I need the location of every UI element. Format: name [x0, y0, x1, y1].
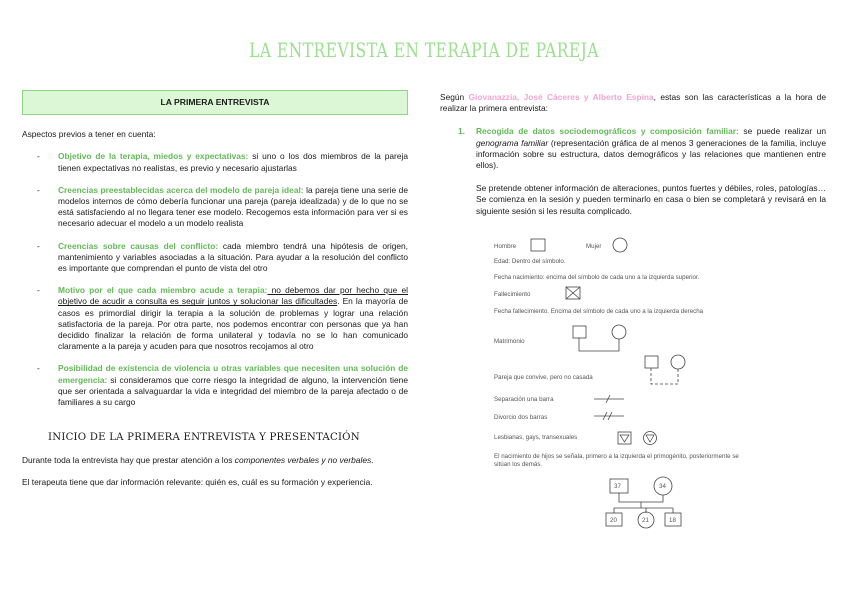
label-fallecimiento: Fallecimiento [494, 291, 531, 298]
authors: Giovanazzia, José Cáceres y Alberto Espina [468, 92, 654, 102]
marriage-circle [612, 325, 626, 339]
section-heading-inicio: INICIO DE LA PRIMERA ENTREVISTA Y PRESENTACIÓN [48, 432, 360, 444]
label-mujer: Mujer [586, 243, 602, 250]
bullet-dash: - [37, 184, 40, 195]
item-number: 1. [458, 126, 465, 137]
label-lesbianas: Lesbianas, gays, transexuales [494, 434, 578, 441]
item-emphasis: genograma familiar [476, 137, 549, 148]
bullet-heading: Creencias preestablecidas acerca del modelo de pareja ideal: [58, 184, 304, 195]
right-intro [440, 92, 826, 114]
bullet-heading: Motivo por el que cada miembro acude a terapia: [58, 285, 268, 296]
label-separacion: Separación una barra [494, 396, 554, 403]
list-item [22, 241, 408, 275]
bullet-underlined-text: no debemos dar por hecho que el objetivo de acudir a consulta es seguir juntos y solucionar las dificultades [58, 285, 408, 307]
age-37: 37 [614, 483, 621, 490]
marriage-line [579, 338, 619, 351]
male-square [531, 239, 545, 251]
list-item [440, 126, 826, 171]
bullet-text: si consideramos que corre riesgo la integridad de alguno, la intervención tiene que ser orientada a salvaguardar la vida e integridad del miembro de la pareja afectado o de familiares a su cargo [58, 374, 408, 408]
list-item [22, 285, 408, 352]
bullet-heading: Posibilidad de existencia de violencia u otras variables que necesiten una solución de emergencia: [58, 363, 408, 385]
label-hombre: Hombre [494, 243, 517, 250]
item-text: (representación gráfica de al menos 3 generaciones de la familia, incluye información sobre su estructura, datos demográficos y las relaciones que mantienen entre ellos). [476, 137, 826, 171]
section-heading-primera-entrevista: LA PRIMERA ENTREVISTA [22, 90, 408, 115]
list-item [22, 151, 408, 173]
paragraph-text: , estas son las características a la hora de realizar la primera entrevista: [440, 92, 827, 114]
paragraph-text: . [371, 455, 374, 466]
numbered-list [440, 126, 826, 171]
aspects-list [22, 151, 408, 408]
list-item [22, 363, 408, 408]
intro-text: Aspectos previos a tener en cuenta: [22, 129, 156, 140]
female-circle [613, 238, 627, 252]
age-21: 21 [642, 517, 649, 524]
bullet-text: cada miembro tendrá una hipótesis de origen, mantenimiento y variables asociadas a la situación. Para ayudar a la resolución del conflicto es importante que comprendan el punto de vista del otro [58, 240, 408, 274]
bullet-text: si uno o los dos miembros de la pareja tienen expectativas no realistas, es previo y necesario ajustarlas [58, 151, 408, 173]
label-nacimiento: Fecha nacimiento: encima del símbolo de cada uno a la izquierda superior. [494, 274, 700, 281]
label-hijos: El nacimiento de hijos se señala, primero a la izquierda el primogénito, posteriormente se sitúan los demás. [494, 453, 739, 468]
paragraph-text: Según [440, 92, 469, 102]
bullet-dash: - [37, 285, 40, 296]
bullet-heading: Objetivo de la terapia, miedos y expectativas: [58, 151, 249, 162]
bullet-text: . En la mayoría de casos es primordial dirigir la terapia a la solución de problemas y lograr una relación satisfactoria de la pareja. Por otra parte, nos podemos encontrar con personas que ya han decidido finalizar la relación de forma unilateral y todavía no se lo han comunicado claramente a la pareja y acuden para que nosotros recojamos al otro [58, 296, 408, 352]
list-item [22, 185, 408, 230]
label-convive: Pareja que convive, pero no casada [494, 374, 593, 381]
paragraph-text: Durante toda la entrevista hay que prestar atención a los [22, 455, 235, 466]
label-edad: Edad: Dentro del símbolo. [494, 258, 566, 265]
cohabit-line [651, 368, 678, 384]
bullet-text: la pareja tiene una serie de modelos internos de cómo debería funcionar una pareja (pareja idealizada) y de lo que no se está satisfaciendo al no llegara tener ese modelo. Recogemos esta información para ver si es necesario adecuar el modelo a un modelo realista [58, 184, 408, 229]
left-column [22, 90, 408, 498]
item-heading: Recogida de datos sociodemográficos y composición familiar: [476, 126, 739, 137]
age-20: 20 [610, 517, 617, 524]
paragraph-components [22, 455, 408, 466]
genogram-legend [490, 234, 780, 534]
label-divorcio: Divorcio dos barras [494, 414, 548, 421]
bullet-heading: Creencias sobre causas del conflicto: [58, 240, 219, 251]
item-text: se puede realizar un [738, 126, 826, 137]
paragraph-therapist: El terapeuta tiene que dar información relevante: quién es, cuál es su formación y experiencia. [22, 476, 373, 487]
label-matrimonio: Matrimonio [494, 338, 525, 345]
bullet-dash: - [37, 363, 40, 374]
page-title: LA ENTREVISTA EN TERAPIA DE PAREJA [249, 38, 599, 62]
cohabit-square [645, 356, 658, 368]
age-18: 18 [669, 517, 676, 524]
bullet-dash: - [37, 240, 40, 251]
marriage-square [573, 326, 586, 338]
bullet-dash: - [37, 151, 40, 162]
label-fecha-fallecimiento: Fecha fallecimiento. Encima del símbolo de cada uno a la izquierda derecha [494, 308, 704, 315]
right-column [440, 92, 826, 217]
age-34: 34 [659, 483, 666, 490]
paragraph-emphasis: componentes verbales y no verbales [234, 455, 372, 466]
right-paragraph: Se pretende obtener información de alteraciones, puntos fuertes y débiles, roles, patologías… Se comienza en la sesión y pueden terminarlo en casa o bien se completará y revisará en la siguiente sesión si les resulta complicado. [476, 183, 826, 216]
cohabit-circle [671, 355, 685, 369]
